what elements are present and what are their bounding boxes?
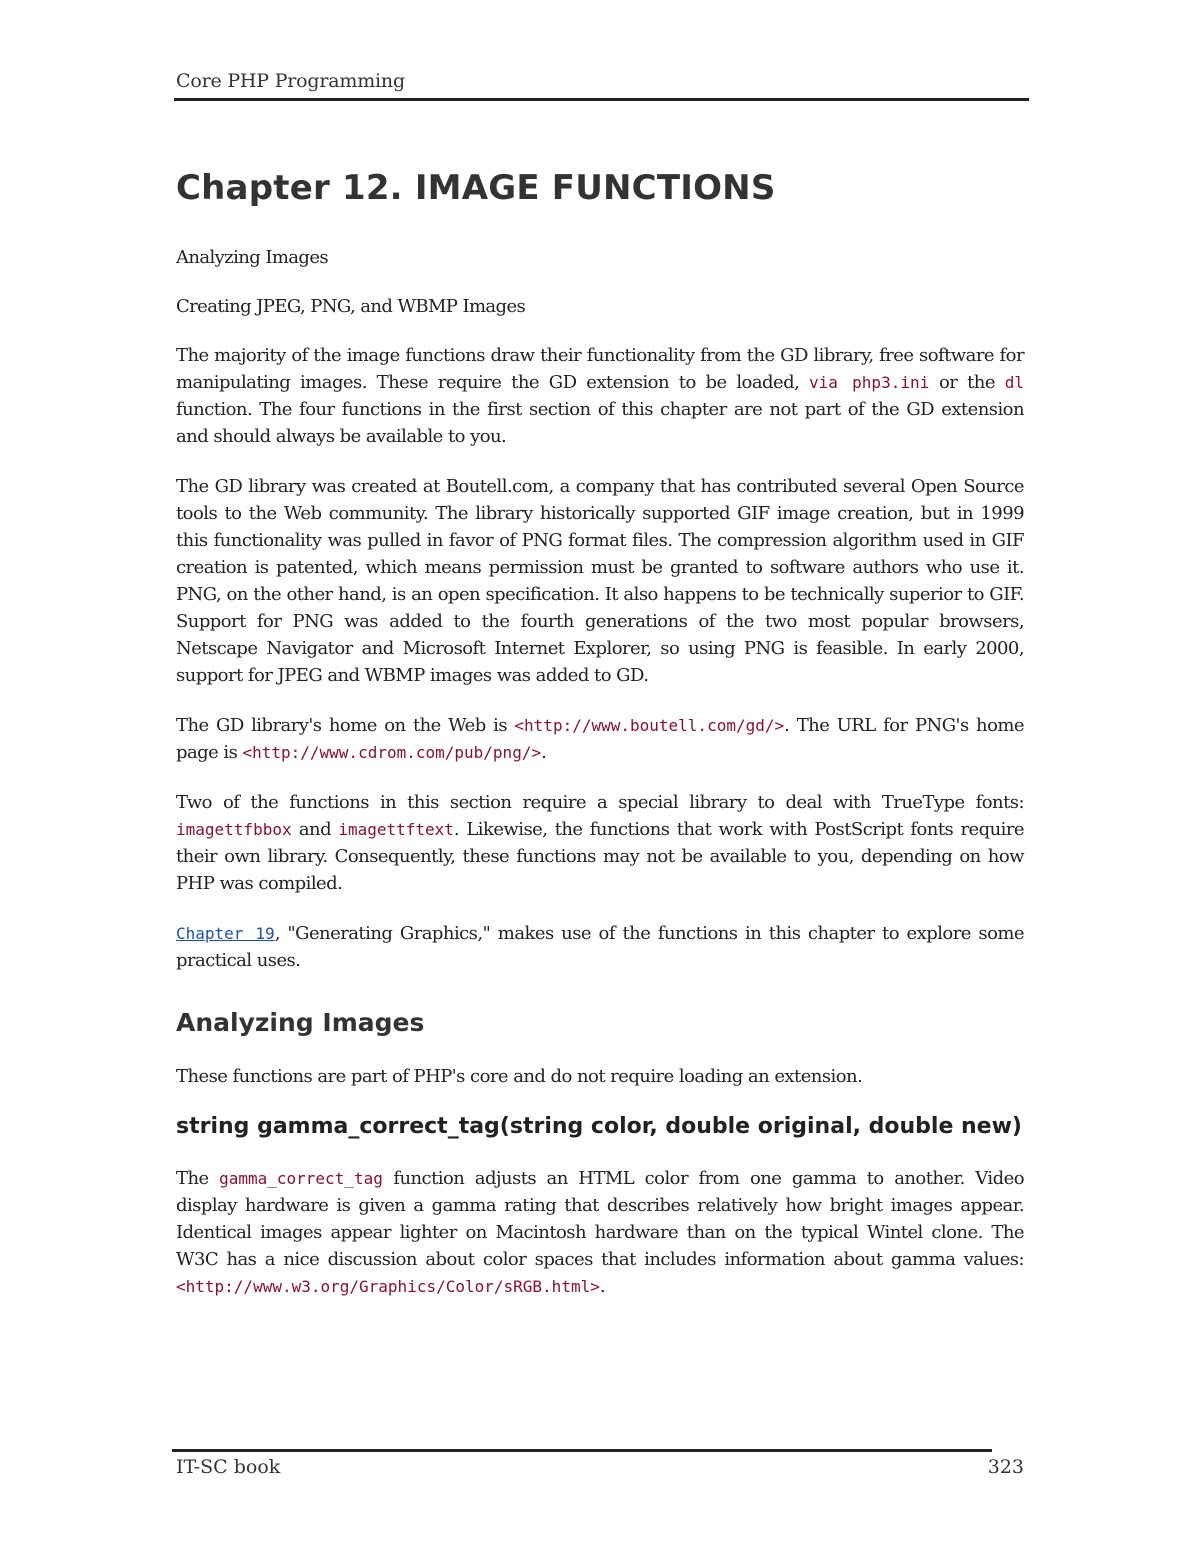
page-content bbox=[176, 168, 1024, 1323]
intro-p4-text-a: Two of the functions in this section require a special library to deal with TrueType fonts: bbox=[176, 792, 1024, 813]
intro-p5-text: , "Generating Graphics," makes use of the functions in this chapter to explore some practical uses. bbox=[176, 923, 1024, 971]
running-header: Core PHP Programming bbox=[176, 70, 405, 92]
toc-item-analyzing-images: Analyzing Images bbox=[176, 247, 329, 268]
page-number: 323 bbox=[987, 1456, 1024, 1478]
intro-paragraph-2: The GD library was created at Boutell.com, a company that has contributed several Open Source tools to the Web community. The library historically supported GIF image creation, but in 1999 this functionality was pulled in favor of PNG format files. The compression algorithm used in GIF creation is patented, which means permission must be granted to software authors who use it. PNG, on the other hand, is an open specification. It also happens to be technically superior to GIF. Support for PNG was added to the fourth generations of the two most popular browsers, Netscape Navigator and Microsoft Internet Explorer, so using PNG is feasible. In early 2000, support for JPEG and WBMP images was added to GD. bbox=[176, 476, 1024, 686]
code-imagettftext: imagettftext bbox=[338, 820, 454, 839]
intro-p3-text-c: . bbox=[541, 742, 547, 763]
intro-p1-text-b: or the bbox=[929, 372, 1005, 393]
chapter-19-link[interactable]: Chapter 19 bbox=[176, 924, 275, 943]
intro-paragraph-5 bbox=[176, 920, 1024, 974]
code-dl: dl bbox=[1004, 373, 1024, 392]
func-desc-text-b: function adjusts an HTML color from one gamma to another. Video display hardware is given a gamma rating that describes relatively how bright images appear. Identical images appear lighter on Macintosh hardware than on the typical Wintel clone. The W3C has a nice discussion about color spaces that includes information about gamma values: bbox=[176, 1168, 1024, 1270]
url-cdrom-png[interactable]: <http://www.cdrom.com/pub/png/> bbox=[242, 743, 542, 762]
intro-p4-text-c: . Likewise, the functions that work with PostScript fonts require their own library. Consequently, these functions may not be available to you, depending on how PHP was compiled. bbox=[176, 819, 1025, 894]
section-title-analyzing-images: Analyzing Images bbox=[176, 1008, 425, 1037]
intro-p4-text-b: and bbox=[291, 819, 339, 840]
intro-p3-text-b: . The URL for PNG's home page is bbox=[176, 715, 1024, 763]
code-imagettfbbox: imagettfbbox bbox=[176, 820, 292, 839]
intro-p1-text-c: function. The four functions in the first section of this chapter are not part of the GD extension and should always be available to you. bbox=[176, 399, 1024, 447]
intro-p1-text-a: The majority of the image functions draw their functionality from the GD library, free software for manipulating images. These require the GD extension to be loaded, bbox=[176, 345, 1024, 393]
url-boutell-gd[interactable]: <http://www.boutell.com/gd/> bbox=[514, 716, 785, 735]
intro-paragraph-4 bbox=[176, 789, 1024, 897]
func-desc-text-c: . bbox=[599, 1276, 606, 1297]
code-gamma-correct-tag: gamma_correct_tag bbox=[219, 1169, 383, 1188]
section-intro: These functions are part of PHP's core and do not require loading an extension. bbox=[176, 1066, 863, 1087]
toc-item-creating-images: Creating JPEG, PNG, and WBMP Images bbox=[176, 296, 526, 317]
footer-rule bbox=[172, 1449, 992, 1452]
intro-paragraph-1 bbox=[176, 342, 1024, 450]
footer-book-name: IT-SC book bbox=[176, 1456, 281, 1478]
url-w3-srgb[interactable]: <http://www.w3.org/Graphics/Color/sRGB.html> bbox=[176, 1277, 600, 1296]
function-signature: string gamma_correct_tag(string color, double original, double new) bbox=[176, 1114, 1022, 1139]
intro-p3-text-a: The GD library's home on the Web is bbox=[176, 715, 515, 736]
code-via-php3-ini: via php3.ini bbox=[809, 373, 930, 392]
chapter-title: Chapter 12. IMAGE FUNCTIONS bbox=[176, 168, 776, 208]
function-description bbox=[176, 1165, 1024, 1300]
intro-paragraph-3 bbox=[176, 712, 1024, 766]
header-rule bbox=[174, 98, 1029, 101]
func-desc-text-a: The bbox=[176, 1168, 220, 1189]
